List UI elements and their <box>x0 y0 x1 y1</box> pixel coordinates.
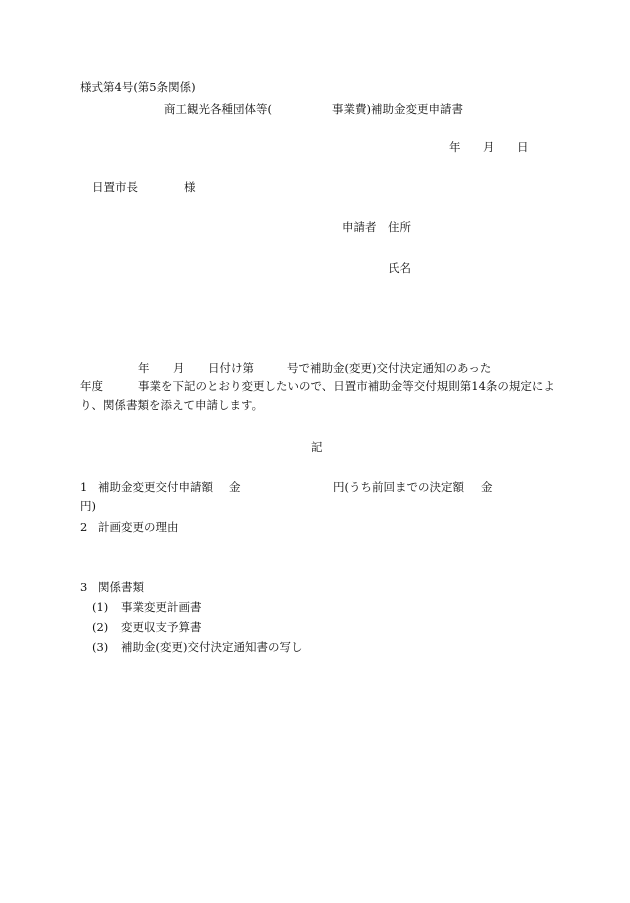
item-2-number: 2 <box>80 520 88 534</box>
form-number: 様式第4号(第5条関係) <box>80 80 196 94</box>
item-1-kin: 金 <box>229 480 241 494</box>
document-item-number: (3) <box>92 640 109 654</box>
item-3-label: 関係書類 <box>98 580 144 594</box>
document-title-suffix: 事業費)補助金変更申請書 <box>332 102 463 116</box>
body-year-label: 年 <box>138 361 150 375</box>
date-month-label: 月 <box>483 140 495 154</box>
document-item-text: 補助金(変更)交付決定通知書の写し <box>121 640 303 654</box>
item-2-label: 計画変更の理由 <box>98 520 179 534</box>
item-1-kin-2: 金 <box>481 480 493 494</box>
body-line-3: り、関係書類を添えて申請します。 <box>80 398 264 412</box>
applicant-address-label: 住所 <box>388 220 411 234</box>
item-1-number: 1 <box>80 480 88 494</box>
ki-heading: 記 <box>311 440 323 454</box>
date-day-label: 日 <box>517 140 529 154</box>
applicant-name-label: 氏名 <box>388 261 411 275</box>
body-project-text: 事業を下記のとおり変更したいので、日置市補助金等交付規則第14条の規定によ <box>138 379 555 393</box>
document-item-text: 事業変更計画書 <box>121 600 202 614</box>
addressee-honorific: 様 <box>184 180 196 194</box>
item-1-label: 補助金変更交付申請額 <box>98 480 213 494</box>
item-1-continuation: 円) <box>80 499 96 513</box>
item-1-yen-text: 円(うち前回までの決定額 <box>333 480 464 494</box>
document-item-number: (1) <box>92 600 109 614</box>
document-item-number: (2) <box>92 620 109 634</box>
body-dated-label: 日付け第 <box>208 361 254 375</box>
document-item-text: 変更収支予算書 <box>121 620 202 634</box>
addressee-name: 日置市長 <box>92 180 138 194</box>
document-title-prefix: 商工観光各種団体等( <box>164 102 272 116</box>
body-fiscal-year-label: 年度 <box>80 379 103 393</box>
body-month-label: 月 <box>173 361 185 375</box>
applicant-label: 申請者 <box>342 220 377 234</box>
body-number-text: 号で補助金(変更)交付決定通知のあった <box>287 361 492 375</box>
date-year-label: 年 <box>449 140 461 154</box>
item-3-number: 3 <box>80 580 88 594</box>
